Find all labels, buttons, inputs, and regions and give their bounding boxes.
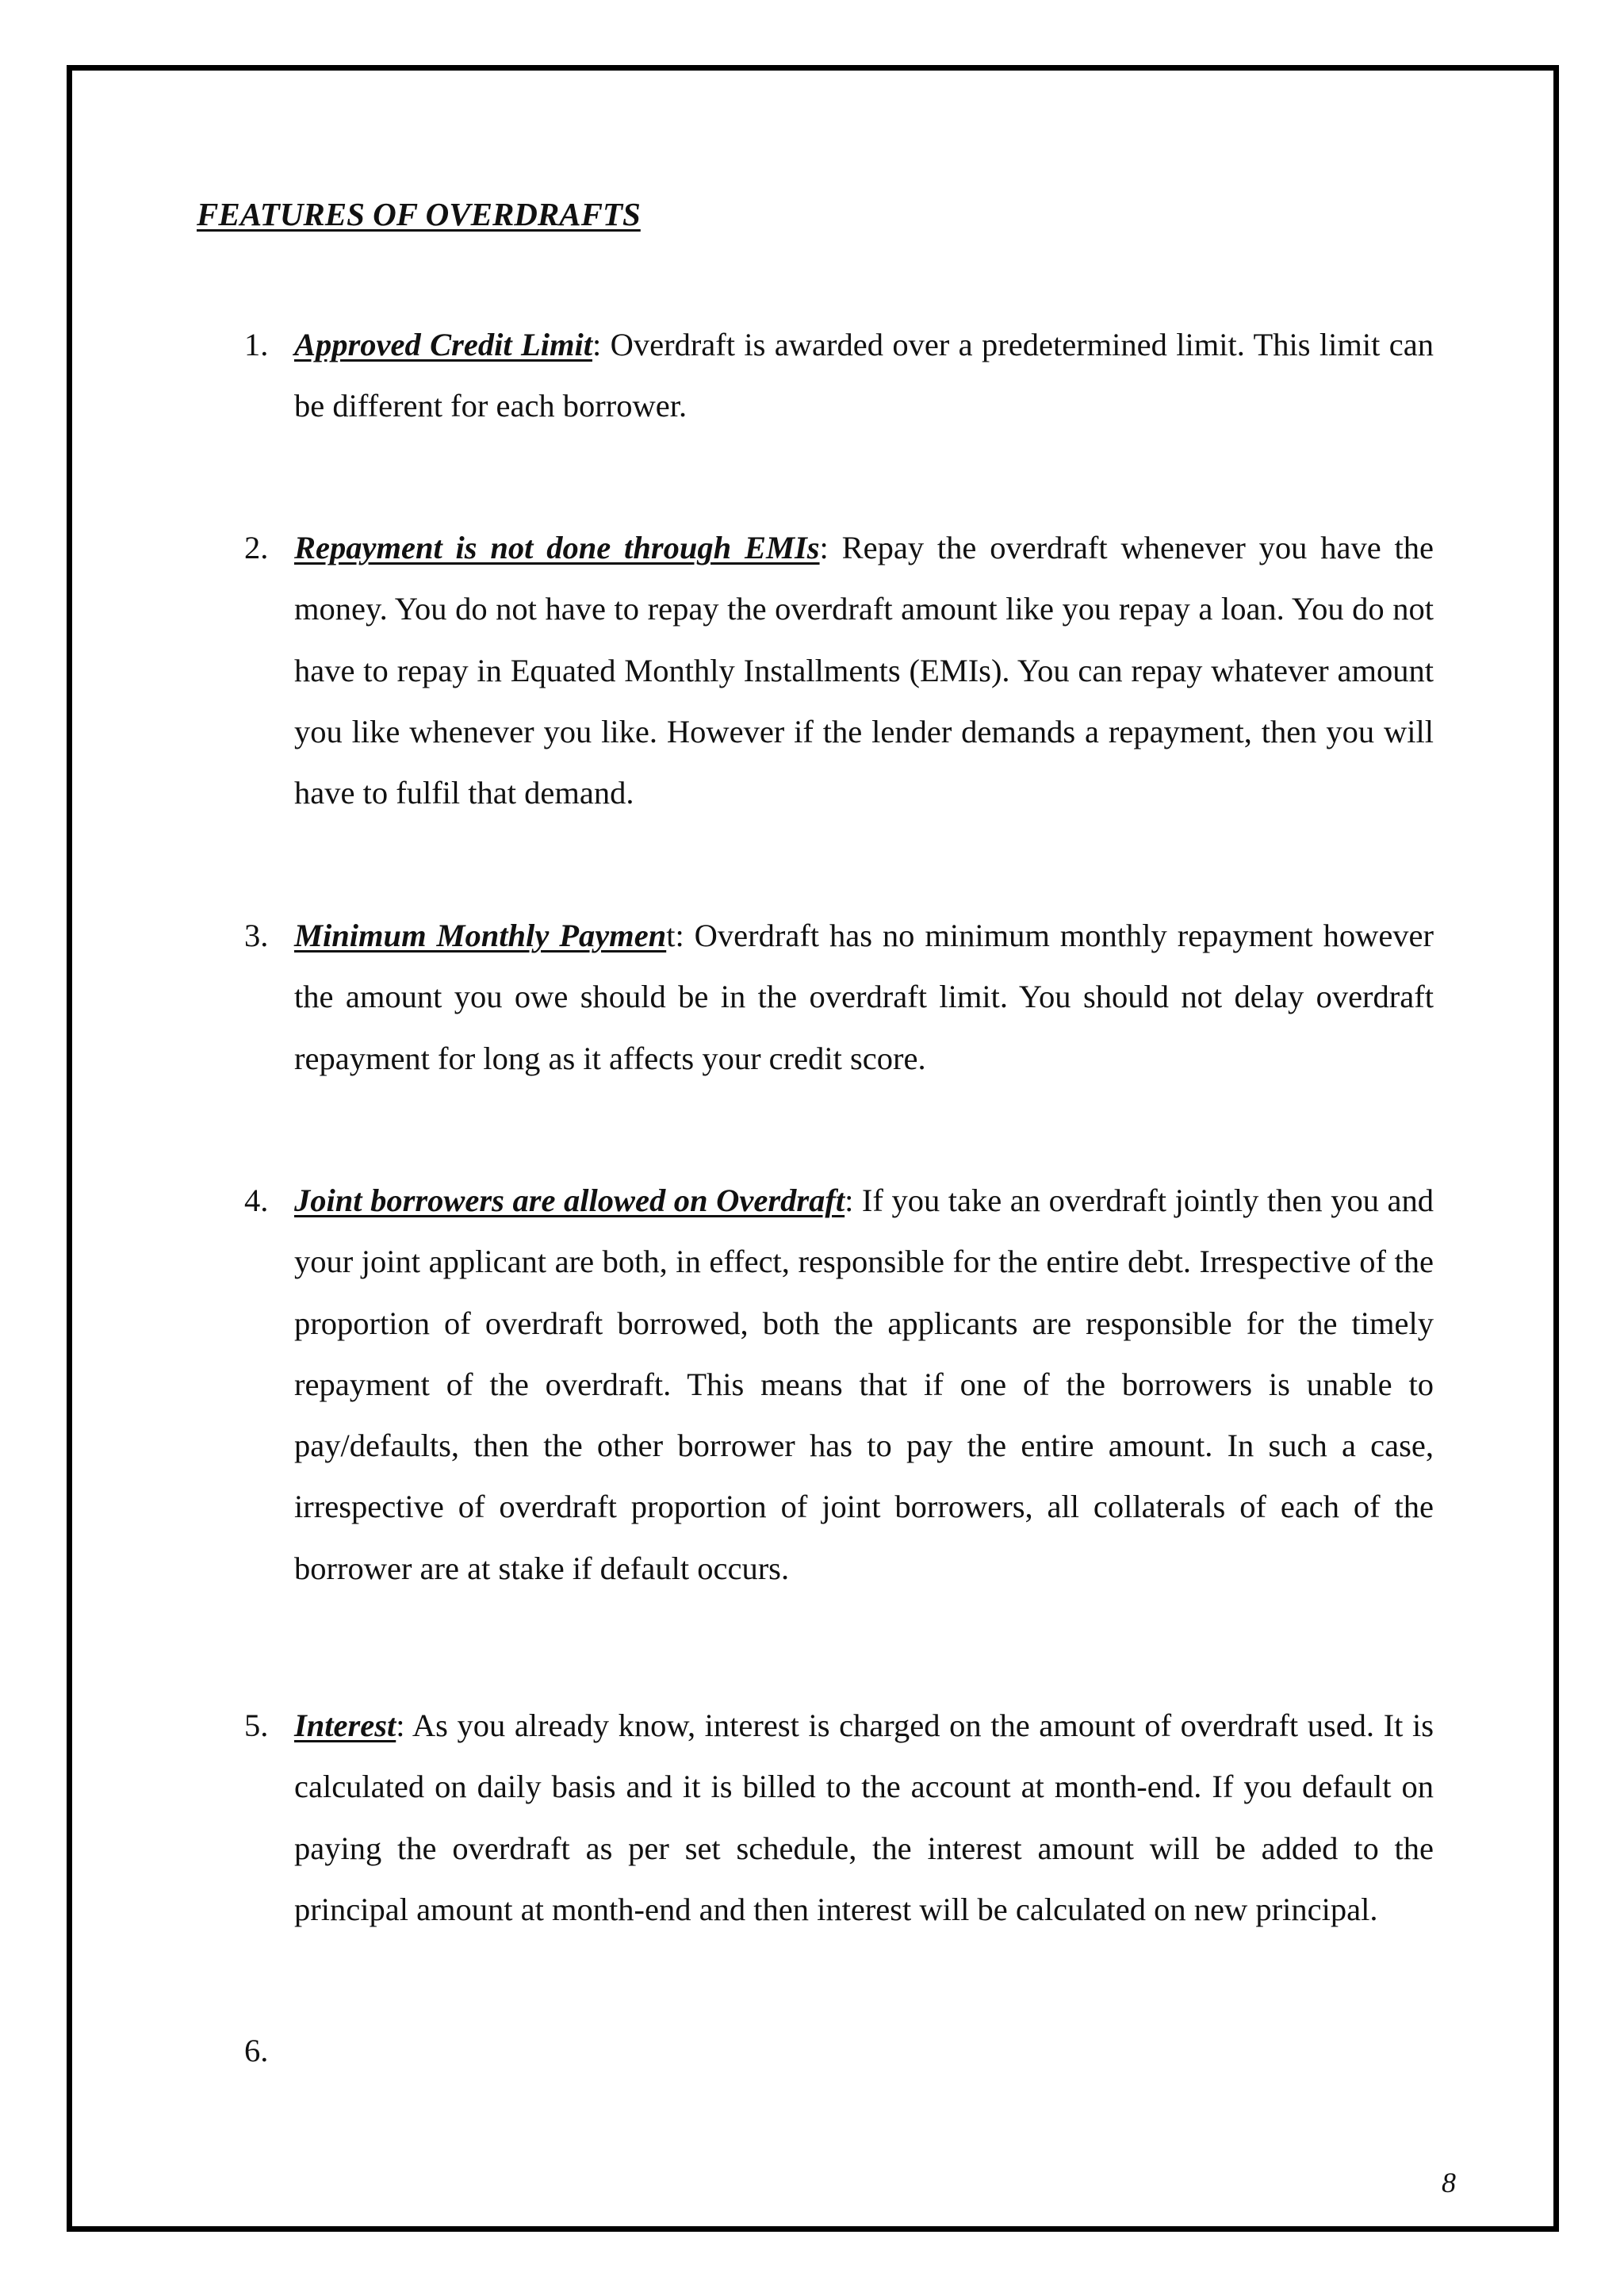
item-term: Joint borrowers are allowed on Overdraft [294, 1182, 845, 1218]
feature-item-interest [244, 1695, 1434, 1940]
item-text: t: Overdraft has no minimum monthly repayment however the amount you owe should be in the overdraft limit. You should not delay overdraft repayment for long as it affects your credit score. [294, 918, 1434, 1076]
feature-item-minimum-monthly-payment [244, 905, 1434, 1089]
item-text: : If you take an overdraft jointly then you and your joint applicant are both, in effect, responsible for the entire debt. Irrespective of the proportion of overdraft borrowed, both the applicants are responsible for the timely repayment of the overdraft. This means that if one of the borrowers is unable to pay/defaults, then the other borrower has to pay the entire amount. In such a case, irrespective of overdraft proportion of joint borrowers, all collaterals of each of the borrower are at stake if default occurs. [294, 1182, 1434, 1586]
item-text: : As you already know, interest is charged on the amount of overdraft used. It is calculated on daily basis and it is billed to the account at month-end. If you default on paying the overdraft as per set schedule, the interest amount will be added to the principal amount at month-end and then interest will be calculated on new principal. [294, 1708, 1434, 1927]
item-number: 6. [244, 2033, 269, 2068]
item-body [294, 905, 1434, 1089]
item-term: Approved Credit Limit [294, 327, 592, 362]
item-body [294, 517, 1434, 823]
item-number: 5. [244, 1708, 269, 1743]
item-text: : Repay the overdraft whenever you have the money. You do not have to repay the overdraft amount like you repay a loan. You do not have to repay in Equated Monthly Installments (EMIs). You can repay whatever amount you like whenever you like. However if the lender demands a repayment, then you will have to fulfil that demand. [294, 530, 1434, 811]
item-number: 2. [244, 530, 269, 565]
item-body [294, 1170, 1434, 1599]
item-number: 3. [244, 918, 269, 953]
item-term: Repayment is not done through EMIs [294, 530, 820, 565]
feature-item-repayment [244, 517, 1434, 823]
feature-item-approved-credit-limit [244, 314, 1434, 437]
item-term: Interest [294, 1708, 396, 1743]
item-body [294, 314, 1434, 437]
item-number: 1. [244, 327, 269, 362]
item-number: 4. [244, 1182, 269, 1218]
feature-item-joint-borrowers [244, 1170, 1434, 1599]
section-heading: FEATURES OF OVERDRAFTS [197, 196, 641, 232]
page-number: 8 [1442, 2167, 1456, 2198]
item-term: Minimum Monthly Paymen [294, 918, 667, 953]
item-text: : Overdraft is awarded over a predetermined limit. This limit can be different for each borrower. [294, 327, 1434, 424]
item-body [294, 1695, 1434, 1940]
